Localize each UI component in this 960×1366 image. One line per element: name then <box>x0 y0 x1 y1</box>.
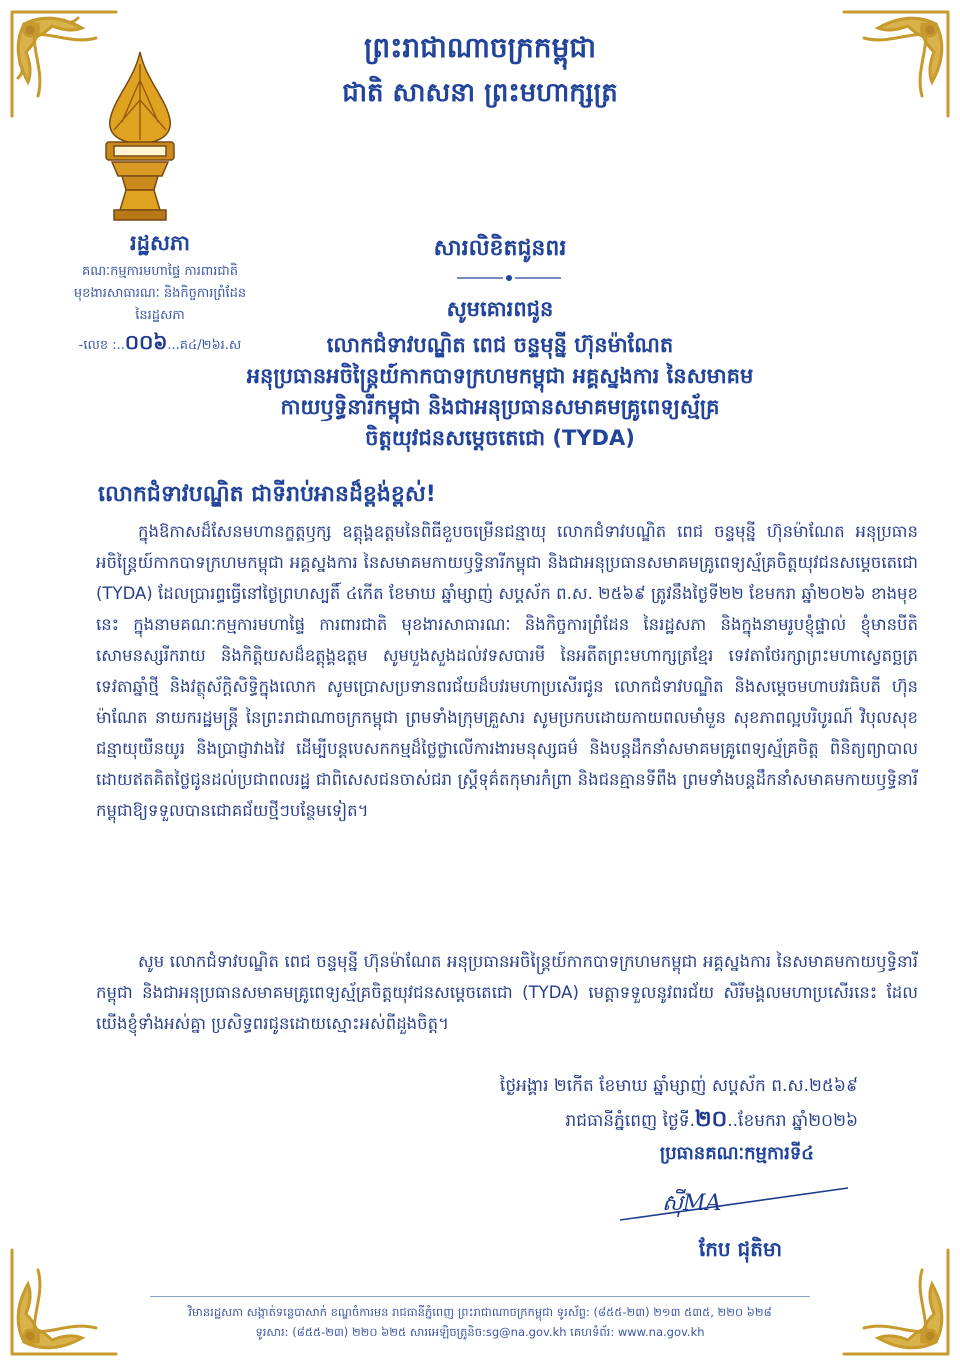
salutation: លោកជំទាវបណ្ឌិត ជាទីរាប់អានដ៏ខ្ពង់ខ្ពស់! <box>98 482 436 507</box>
reference-prefix: -លេខ :.. <box>78 338 125 353</box>
sender-commission-line-3: នៃរដ្ឋសភា <box>135 308 185 323</box>
corner-ornament-bottom-right <box>836 1242 956 1362</box>
letter-title: សារលិខិតជូនពរ <box>433 236 567 261</box>
sender-institution: រដ្ឋសភា <box>130 231 190 255</box>
national-motto: ជាតិ សាសនា ព្រះមហាក្សត្រ <box>342 78 618 108</box>
recipient-line-1: លោកជំទាវបណ្ឌិត ពេជ ចន្ទមុន្នី ហ៊ុនម៉ាណែត <box>326 333 674 357</box>
date-block <box>500 1070 858 1138</box>
signature-image <box>600 1170 870 1240</box>
reference-suffix: ...គ៤/២៦រ.ស <box>167 338 242 353</box>
kingdom-title: ព្រះរាជាណាចក្រកម្ពុជា <box>363 31 596 64</box>
body-paragraph-2: សូម លោកជំទាវបណ្ឌិត ពេជ ចន្ទមុន្នី ហ៊ុនម៉ាណែត អនុប្រធានអចិន្ត្រៃយ៍កាកបាទក្រហមកម្ពុជា អគ្គស្នងការ នៃសមាគមកាយឫទ្ធិនារីកម្ពុជា និងជាអនុប្រធានសមាគមគ្រូពេទ្យស្ម័គ្រចិត្តយុវជនសម្តេចតេជោ (TYDA) មេត្តាទទួលនូវពរជ័យ សិរីមង្គលមហាប្រសើរនេះ ដែលយើងខ្ញុំទាំងអស់គ្នា ប្រសិទ្ធពរជូនដោយស្មោះអស់ពីដួងចិត្ត។ <box>96 952 918 1033</box>
reference-number-handwritten: ០០៦ <box>124 330 168 354</box>
footer-contact: ទូរសារ: (៨៥៥-២៣) ២២០ ៦២៥ សារអេឡិចត្រូនិច:sg@na.gov.kh គេហទំព័រ: www.na.gov.kh <box>255 1325 705 1339</box>
recipient-line-2: អនុប្រធានអចិន្ត្រៃយ៍កាកបាទក្រហមកម្ពុជា អគ្គស្នងការ នៃសមាគម <box>246 364 754 388</box>
recipient-line-4: ចិត្តយុវជនសម្តេចតេជោ (TYDA) <box>365 426 635 450</box>
place-date <box>500 1103 858 1138</box>
footer-divider <box>150 1296 810 1297</box>
place-date-prefix: រាជធានីភ្នំពេញ ថ្ងៃទី. <box>565 1111 695 1131</box>
sender-commission-line-2: មុខងារសាធារណៈ និងកិច្ចការព្រំដែន <box>73 286 247 301</box>
lunar-date: ថ្ងៃអង្គារ ២កើត ខែមាឃ ឆ្នាំម្សាញ់ សប្តស័ក ព.ស.២៥៦៩ <box>499 1076 858 1096</box>
respectfully-to: សូមគោរពជូន <box>446 297 554 321</box>
body-paragraph-1: ក្នុងឱកាសដ៏សែនមហានក្ខត្តឫក្ស ឧត្តុង្គឧត្តមនៃពិធីខួបចម្រើនជន្មាយុ លោកជំទាវបណ្ឌិត ពេជ ចន្ទមុន្នី ហ៊ុនម៉ាណែត អនុប្រធានអចិន្ត្រៃយ៍កាកបាទក្រហមកម្ពុជា អគ្គស្នងការ នៃសមាគមកាយឫទ្ធិនារីកម្ពុជា និងជាអនុប្រធានសមាគមគ្រូពេទ្យស្ម័គ្រចិត្តយុវជនសម្តេចតេជោ (TYDA) ដែលប្រារព្ធធ្វើនៅថ្ងៃព្រហស្បតិ៍ ៤កើត ខែមាឃ ឆ្នាំម្សាញ់ សប្តស័ក ព.ស. ២៥៦៩ ត្រូវនឹងថ្ងៃទី២២ ខែមករា ឆ្នាំ២០២៦ ខាងមុខនេះ ក្នុងនាមគណៈកម្មការមហាផ្ទៃ ការពារជាតិ មុខងារសាធារណៈ និងកិច្ចការព្រំដែន នៃរដ្ឋសភា និងក្នុងនាមរូបខ្ញុំផ្ទាល់ ខ្ញុំមានបីតិសោមនស្សរីករាយ និងកិត្តិយសដ៏ឧត្តុង្គឧត្តម សូមបួងសួងដល់វទសបារមី នៃអតីតព្រះមហាក្សត្រខ្មែរ ទេវតាថែរក្សាព្រះមហាស្វេតច្ឆត្រ ទេវតាឆ្នាំថ្មី និងវត្ថុស័ក្តិសិទ្ធិក្នុងលោក សូមប្រោសប្រទានពរជ័យដ៏បវរមហាប្រសើរជូន លោកជំទាវបណ្ឌិត និងសម្តេចមហាបវរធិបតី ហ៊ុន ម៉ាណែត នាយករដ្ឋមន្ត្រី នៃព្រះរាជាណាចក្រកម្ពុជា ព្រមទាំងក្រុមគ្រួសារ សូមប្រកបដោយកាយពលមាំមួន សុខភាពល្អបរិបូរណ៍ វិបុលសុខ ជន្មាយុយឺនយូរ និងប្រាជ្ញាវាងវៃ ដើម្បីបន្តបេសកកម្មដ៏ថ្លៃថ្លាលើការងារមនុស្សធម៌ និងបន្តដឹកនាំសមាគមគ្រូពេទ្យស្ម័គ្រចិត្ត ពិនិត្យព្យាបាលដោយឥតគិតថ្លៃជូនដល់ប្រជាពលរដ្ឋ ជាពិសេសជនចាស់ជរា ស្ត្រីទុគ៌តកុមារកំព្រា និងជនគ្មានទីពឹង ព្រមទាំងបន្តដឹកនាំសមាគមកាយឫទ្ធិនារីកម្ពុជាឱ្យទទួលបានជោគជ័យថ្មីៗបន្ថែមទៀត។ <box>96 522 918 820</box>
footer-address: វិមានរដ្ឋសភា សង្កាត់ទន្លេបាសាក់ ខណ្ឌចំការមន រាជធានីភ្នំពេញ ព្រះរាជាណាចក្រកម្ពុជា ទូរស័ព្ទ: (៨៥៥-២៣) ២១៣ ៥៣៥, ២២០ ៦២៨ <box>188 1305 772 1319</box>
place-date-suffix: ..ខែមករា ឆ្នាំ២០២៦ <box>727 1111 858 1131</box>
chair-title: ប្រធានគណៈកម្មការទី៤ <box>659 1143 814 1164</box>
title-divider <box>455 273 563 283</box>
sender-commission-line-1: គណៈកម្មការមហាផ្ទៃ ការពារជាតិ <box>82 264 238 279</box>
recipient-line-3: កាយឫទ្ធិនារីកម្ពុជា និងជាអនុប្រធានសមាគមគ្រូពេទ្យស្ម័គ្រ <box>280 395 720 419</box>
recipient-block <box>150 330 850 454</box>
corner-ornament-bottom-left <box>4 1242 124 1362</box>
day-handwritten: ២០ <box>695 1107 728 1132</box>
signer-name: កែប ជុតិមា <box>698 1237 782 1261</box>
signature-mark: ស៊ីMA <box>662 1191 722 1216</box>
